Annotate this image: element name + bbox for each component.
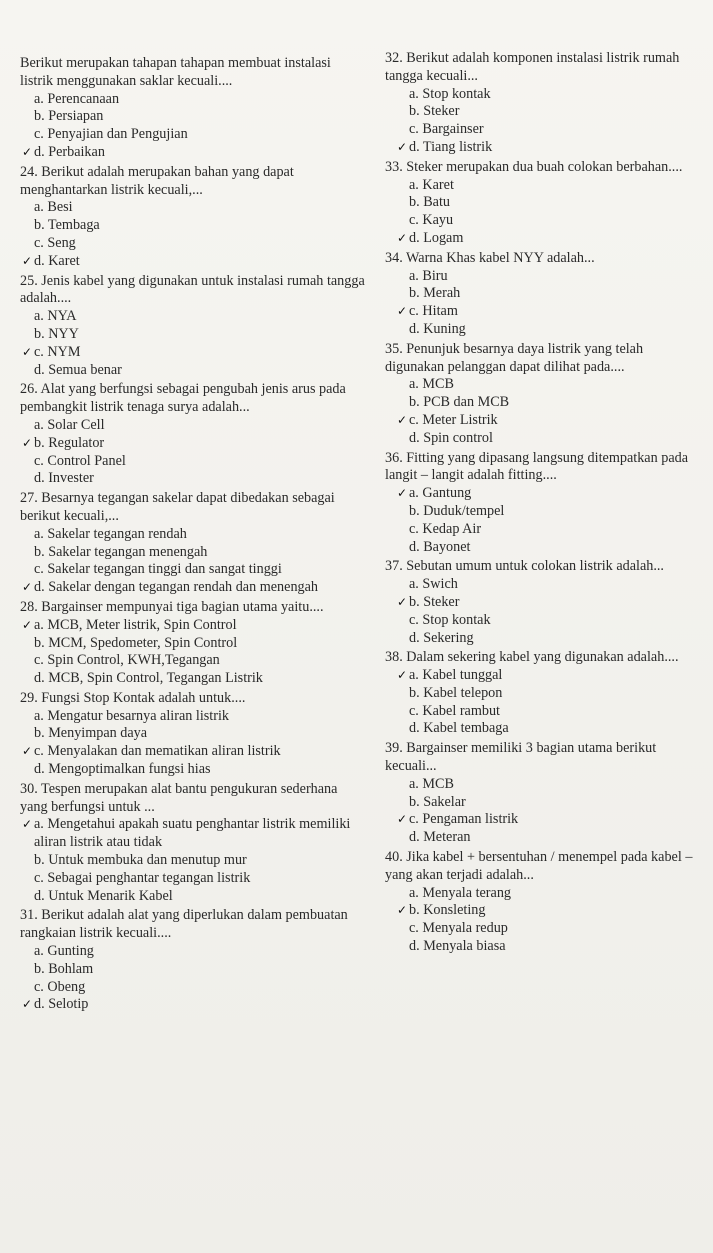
answer-option-selected[interactable]: ✓ d. Sakelar dengan tegangan rendah dan menengah xyxy=(20,579,365,597)
answer-option[interactable]: a. MCB xyxy=(409,376,454,393)
answer-option[interactable]: a. Mengatur besarnya aliran listrik xyxy=(34,707,230,724)
question-block xyxy=(20,55,365,162)
answer-option[interactable]: c. Sakelar tegangan tinggi dan sangat tinggi xyxy=(34,561,282,578)
answer-option[interactable]: a. NYA xyxy=(34,308,77,325)
answer-option-selected[interactable]: ✓ a. Gantung xyxy=(385,485,705,503)
answer-option-selected[interactable]: ✓ c. Hitam xyxy=(385,303,705,321)
question-text: 32. Berikut adalah komponen instalasi listrik rumah tangga kecuali... xyxy=(385,50,680,84)
question-block xyxy=(385,341,705,448)
question-block xyxy=(20,381,365,488)
answer-option[interactable]: b. Merah xyxy=(409,285,461,302)
question-text: 29. Fungsi Stop Kontak adalah untuk.... xyxy=(20,689,246,706)
answer-option[interactable]: d. Untuk Menarik Kabel xyxy=(34,887,173,904)
answer-option-selected[interactable]: ✓ c. Pengaman listrik xyxy=(385,811,705,829)
answer-option[interactable]: b. NYY xyxy=(34,325,79,342)
answer-option[interactable]: b. Persiapan xyxy=(34,108,104,125)
question-block xyxy=(385,450,705,557)
answer-option[interactable]: b. Kabel telepon xyxy=(409,684,503,701)
question-text: 25. Jenis kabel yang digunakan untuk instalasi rumah tangga adalah.... xyxy=(20,272,365,307)
answer-option[interactable]: d. Invester xyxy=(34,470,94,487)
question-block xyxy=(20,907,365,1014)
answer-option[interactable]: b. Steker xyxy=(409,103,460,120)
answer-option-selected[interactable]: ✓ c. NYM xyxy=(20,344,365,362)
answer-option[interactable]: a. Biru xyxy=(409,267,448,284)
answer-option[interactable]: a. Besi xyxy=(34,199,73,216)
answer-option-selected[interactable]: ✓ a. MCB, Meter listrik, Spin Control xyxy=(20,617,365,635)
answer-option[interactable]: c. Spin Control, KWH,Tegangan xyxy=(34,652,220,669)
answer-option[interactable]: a. Stop kontak xyxy=(409,85,491,102)
answer-option[interactable]: b. Untuk membuka dan menutup mur xyxy=(34,852,247,869)
question-text: 34. Warna Khas kabel NYY adalah... xyxy=(385,249,595,266)
question-block xyxy=(385,849,705,956)
answer-option[interactable]: d. MCB, Spin Control, Tegangan Listrik xyxy=(34,670,263,687)
question-block xyxy=(20,599,365,688)
answer-option[interactable]: d. Spin control xyxy=(409,429,493,446)
answer-option[interactable]: d. Semua benar xyxy=(34,361,122,378)
question-block xyxy=(20,690,365,779)
answer-option[interactable]: c. Menyala redup xyxy=(409,920,508,937)
question-block xyxy=(385,649,705,738)
answer-option-selected[interactable]: ✓ b. Konsleting xyxy=(385,902,705,920)
answer-option-selected[interactable]: ✓ a. Mengetahui apakah suatu penghantar listrik memiliki aliran listrik atau tidak xyxy=(20,816,365,852)
question-block xyxy=(20,490,365,597)
answer-option[interactable]: c. Bargainser xyxy=(409,121,484,138)
answer-option-selected[interactable]: ✓ c. Menyalakan dan mematikan aliran listrik xyxy=(20,743,365,761)
answer-option[interactable]: b. Duduk/tempel xyxy=(409,502,505,519)
answer-option[interactable]: b. Tembaga xyxy=(34,217,100,234)
answer-option[interactable]: c. Kayu xyxy=(409,212,454,229)
question-text: 27. Besarnya tegangan sakelar dapat dibedakan sebagai berikut kecuali,... xyxy=(20,490,335,524)
answer-option[interactable]: d. Mengoptimalkan fungsi hias xyxy=(34,761,211,778)
answer-option[interactable]: c. Kabel rambut xyxy=(409,702,500,719)
answer-option[interactable]: b. Sakelar tegangan menengah xyxy=(34,543,208,560)
answer-option-selected[interactable]: ✓ d. Selotip xyxy=(20,996,365,1014)
answer-option[interactable]: c. Seng xyxy=(34,234,76,251)
answer-option[interactable]: a. Karet xyxy=(409,176,454,193)
answer-option[interactable]: c. Stop kontak xyxy=(409,611,491,628)
question-text: 30. Tespen merupakan alat bantu pengukuran sederhana yang berfungsi untuk ... xyxy=(20,780,338,815)
question-text: Berikut merupakan tahapan tahapan membuat instalasi listrik menggunakan saklar kecuali.... xyxy=(20,55,331,89)
answer-option[interactable]: d. Bayonet xyxy=(409,538,471,555)
answer-option-selected[interactable]: ✓ b. Regulator xyxy=(20,435,365,453)
question-text: 31. Berikut adalah alat yang diperlukan dalam pembuatan rangkaian listrik kecuali.... xyxy=(20,907,348,942)
answer-option[interactable]: b. MCM, Spedometer, Spin Control xyxy=(34,634,238,651)
question-text: 26. Alat yang berfungsi sebagai pengubah jenis arus pada pembangkit listrik tenaga surya adalah... xyxy=(20,381,346,416)
answer-option[interactable]: b. Bohlam xyxy=(34,960,94,977)
question-text: 38. Dalam sekering kabel yang digunakan adalah.... xyxy=(385,649,679,666)
question-block xyxy=(20,164,365,271)
question-text: 37. Sebutan umum untuk colokan listrik adalah... xyxy=(385,558,664,575)
answer-option[interactable]: a. Perencanaan xyxy=(34,90,120,107)
answer-option[interactable]: d. Kuning xyxy=(409,320,466,337)
answer-option[interactable]: a. Sakelar tegangan rendah xyxy=(34,525,187,542)
answer-option[interactable]: d. Kabel tembaga xyxy=(409,720,509,737)
answer-option[interactable]: d. Sekering xyxy=(409,629,474,646)
answer-option[interactable]: c. Kedap Air xyxy=(409,520,482,537)
answer-option-selected[interactable]: ✓ c. Meter Listrik xyxy=(385,412,705,430)
answer-option[interactable]: c. Penyajian dan Pengujian xyxy=(34,126,188,143)
answer-option[interactable]: c. Obeng xyxy=(34,978,86,995)
question-text: 36. Fitting yang dipasang langsung ditempatkan pada langit – langit adalah fitting.... xyxy=(385,449,689,484)
answer-option-selected[interactable]: ✓ d. Tiang listrik xyxy=(385,139,705,157)
question-block xyxy=(385,159,705,248)
question-block xyxy=(20,273,365,380)
answer-option-selected[interactable]: ✓ d. Perbaikan xyxy=(20,144,365,162)
answer-option[interactable]: a. Swich xyxy=(409,576,458,593)
answer-option[interactable]: c. Sebagai penghantar tegangan listrik xyxy=(34,869,251,886)
answer-option[interactable]: d. Menyala biasa xyxy=(409,938,506,955)
answer-option[interactable]: b. Menyimpan daya xyxy=(34,725,148,742)
answer-option-selected[interactable]: ✓ a. Kabel tunggal xyxy=(385,667,705,685)
question-text: 28. Bargainser mempunyai tiga bagian utama yaitu.... xyxy=(20,598,324,615)
question-text: 39. Bargainser memiliki 3 bagian utama berikut kecuali... xyxy=(385,740,657,775)
answer-option[interactable]: a. MCB xyxy=(409,775,454,792)
question-block xyxy=(385,250,705,339)
answer-option[interactable]: a. Gunting xyxy=(34,943,94,960)
left-column xyxy=(20,55,365,1016)
question-text: 24. Berikut adalah merupakan bahan yang dapat menghantarkan listrik kecuali,... xyxy=(20,163,294,198)
answer-option[interactable]: c. Control Panel xyxy=(34,452,126,469)
question-text: 35. Penunjuk besarnya daya listrik yang telah digunakan pelanggan dapat dilihat pada.... xyxy=(385,340,644,375)
answer-option[interactable]: b. Batu xyxy=(409,194,450,211)
answer-option[interactable]: b. Sakelar xyxy=(409,793,466,810)
answer-option[interactable]: a. Solar Cell xyxy=(34,416,105,433)
right-column xyxy=(385,50,705,958)
answer-option[interactable]: a. Menyala terang xyxy=(409,884,512,901)
question-block xyxy=(385,740,705,847)
answer-option-selected[interactable]: ✓ d. Logam xyxy=(385,230,705,248)
answer-option[interactable]: b. PCB dan MCB xyxy=(409,394,510,411)
question-block xyxy=(385,558,705,647)
question-block xyxy=(385,50,705,157)
question-text: 40. Jika kabel + bersentuhan / menempel pada kabel – yang akan terjadi adalah... xyxy=(385,849,693,883)
answer-option-selected[interactable]: ✓ b. Steker xyxy=(385,594,705,612)
answer-option[interactable]: d. Meteran xyxy=(409,829,471,846)
answer-option-selected[interactable]: ✓ d. Karet xyxy=(20,253,365,271)
question-block xyxy=(20,781,365,906)
question-text: 33. Steker merupakan dua buah colokan berbahan.... xyxy=(385,158,683,175)
